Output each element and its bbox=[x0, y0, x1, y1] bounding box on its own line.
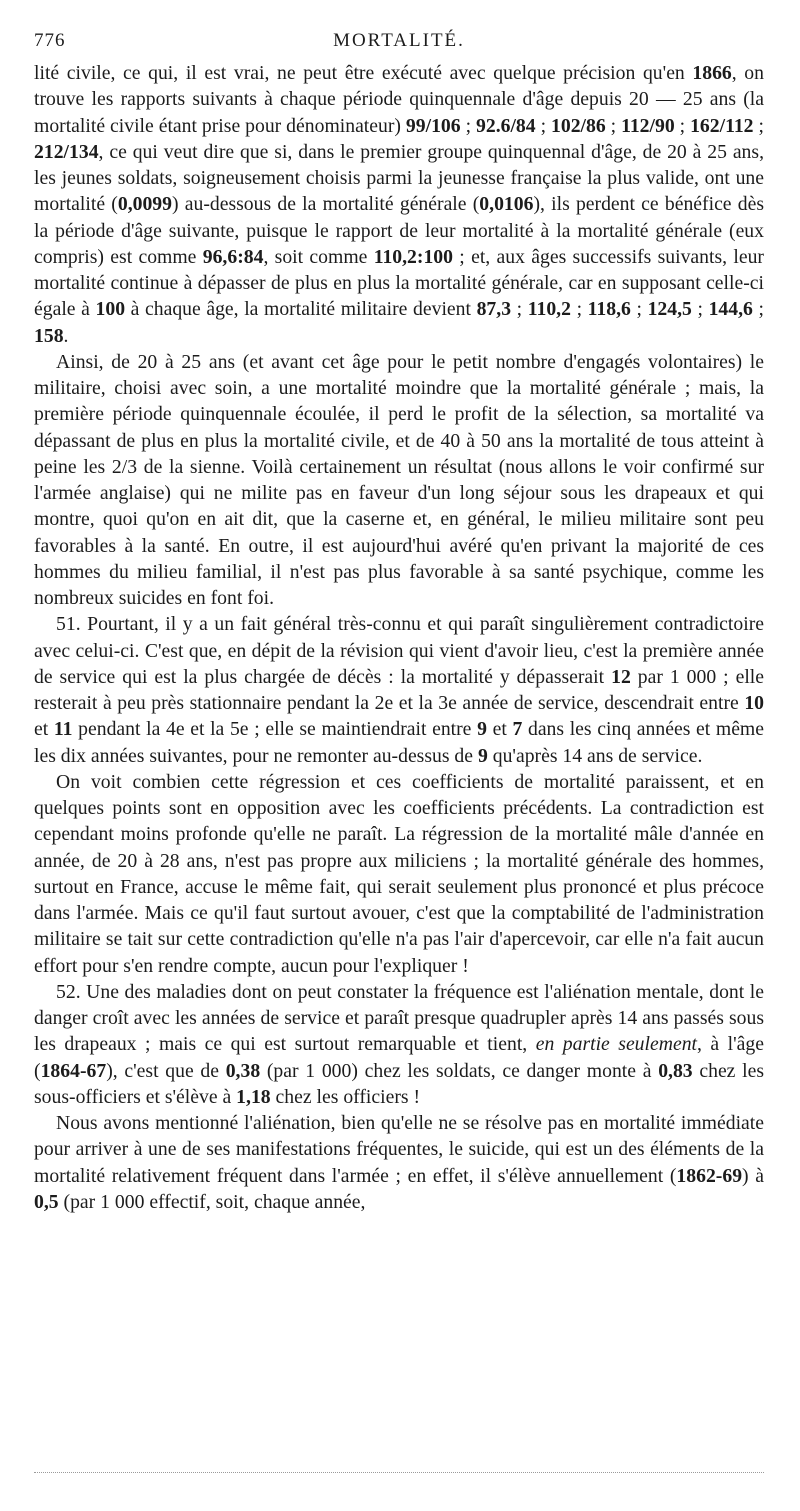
text-run: à chaque âge, la mortalité militaire devient bbox=[125, 298, 477, 321]
bold-figure: 92.6/84 bbox=[476, 114, 536, 137]
bold-figure: 158 bbox=[34, 324, 64, 347]
paragraph bbox=[34, 979, 764, 1110]
text-run: qu'après 14 ans de service. bbox=[487, 744, 703, 767]
text-run: dans les cinq années et même les dix années suivantes, pour ne remonter au-dessus de bbox=[34, 718, 764, 767]
bold-figure: 1866 bbox=[692, 62, 732, 84]
footer-dotted-rule bbox=[34, 1472, 764, 1473]
text-run: ; bbox=[511, 298, 528, 321]
bold-figure: 99/106 bbox=[405, 114, 461, 137]
text-run: ), ils perdent ce bénéfice dès la période d'âge suivante, puisque le rapport de leur mortalité à la mortalité générale (eux compris) est comme bbox=[34, 193, 764, 268]
text-run: ; bbox=[753, 114, 764, 137]
bold-figure: 87,3 bbox=[476, 298, 512, 321]
text-run: chez les sous-officiers et s'élève à bbox=[34, 1059, 764, 1108]
text-run: (par 1 000) chez les soldats, ce danger monte à bbox=[260, 1059, 659, 1082]
paragraph bbox=[34, 611, 764, 769]
text-run: Nous avons mentionné l'aliénation, bien qu'elle ne se résolve pas en mortalité immédiate pour arriver à une de ses manifestations fréquentes, le suicide, qui est un des éléments de la mortalité relativement fréquent dans l'armée ; en effet, il s'élève annuellement ( bbox=[34, 1112, 764, 1187]
bold-figure: 0,38 bbox=[225, 1059, 261, 1082]
text-run: (par 1 000 effectif, soit, chaque année, bbox=[58, 1190, 366, 1213]
bold-figure: 110,2 bbox=[527, 298, 571, 321]
bold-figure: 1862-69 bbox=[676, 1164, 743, 1187]
bold-figure: 0,0106 bbox=[479, 193, 534, 216]
text-run: ; et, aux âges successifs suivants, leur mortalité continue à dépasser de plus en plus la mortalité générale, car en supposant celle-ci égale à bbox=[34, 245, 764, 321]
bold-figure: 96,6:84 bbox=[202, 245, 264, 268]
text-run: ; bbox=[674, 114, 691, 137]
bold-figure: 1,18 bbox=[236, 1085, 271, 1108]
text-run: 52. Une des maladies dont on peut constater la fréquence est l'aliénation mentale, dont le danger croît avec les années de service et paraît presque quadrupler après 14 ans passés sous les drapeaux ; mais ce qui est surtout remarquable et tient, bbox=[34, 980, 764, 1056]
text-run: , on trouve les rapports suivants à chaque période quinquennale d'âge depuis 20 — 25 ans (la mortalité civile étant prise pour dénominateur) bbox=[34, 62, 764, 137]
bold-figure: 100 bbox=[95, 298, 126, 321]
page-number: 776 bbox=[34, 30, 66, 51]
text-run: et bbox=[34, 718, 54, 741]
bold-figure: 1864-67 bbox=[40, 1059, 107, 1082]
text-run: et bbox=[486, 718, 513, 741]
text-run: ), c'est que de bbox=[106, 1059, 226, 1082]
bold-figure: 0,83 bbox=[658, 1059, 693, 1082]
bold-figure: 9 bbox=[477, 744, 488, 767]
text-run: chez les officiers ! bbox=[270, 1085, 421, 1108]
bold-figure: 7 bbox=[512, 718, 523, 741]
text-run: ; bbox=[752, 298, 764, 321]
italic-emphasis: en partie seulement bbox=[535, 1033, 698, 1056]
text-run: ) au-dessous de la mortalité générale ( bbox=[171, 193, 480, 216]
paragraph bbox=[34, 769, 764, 979]
text-run: Ainsi, de 20 à 25 ans (et avant cet âge pour le petit nombre d'engagés volontaires) le militaire, choisi avec soin, a une mortalité moindre que la mortalité générale ; mais, la première période quinquennale écoulée, il perd le profit de la sélection, sa mortalité va dépassant de plus en plus la mortalité civile, et de 40 à 50 ans la mortalité de tous atteint à peine les 2/3 de la sienne. Voilà certainement un résultat (nous allons le voir confirmé sur l'armée anglaise) qui ne milite pas en faveur d'un long séjour sous les drapeaux et qui montre, quoi qu'on en ait dit, que la caserne et, en général, le milieu militaire sont peu favorables à la santé. En outre, il est aujourd'hui avéré qu'en privant la majorité de ces hommes du milieu familial, il n'est pas plus favorable à sa santé psychique, comme les nombreux suicides en font foi. bbox=[34, 350, 764, 609]
running-title: MORTALITÉ. bbox=[333, 30, 465, 51]
text-run: ; bbox=[570, 298, 588, 321]
text-run: ; bbox=[460, 114, 476, 137]
bold-figure: 0,5 bbox=[34, 1190, 59, 1213]
page-header bbox=[34, 26, 764, 56]
bold-figure: 12 bbox=[611, 665, 631, 688]
paragraph bbox=[34, 60, 764, 349]
text-run: , ce qui veut dire que si, dans le premier groupe quinquennal d'âge, de 20 à 25 ans, les jeunes soldats, soigneusement choisis parmi la jeunesse française la plus valide, ont une mortalité ( bbox=[34, 140, 764, 216]
bold-figure: 9 bbox=[477, 718, 487, 741]
bold-figure: 102/86 bbox=[551, 114, 606, 137]
text-run: ; bbox=[691, 298, 709, 321]
text-run: par 1 000 ; elle resterait à peu près stationnaire pendant la 2e et la 3e année de service, descendrait entre bbox=[34, 665, 765, 714]
paragraph bbox=[34, 349, 764, 612]
bold-figure: 0,0099 bbox=[117, 193, 172, 216]
text-run: ) à bbox=[742, 1164, 764, 1187]
bold-figure: 110,2:100 bbox=[373, 245, 453, 268]
text-run: lité civile, ce qui, il est vrai, ne peut être exécuté avec quelque précision qu'en bbox=[34, 62, 693, 84]
text-run: On voit combien cette régression et ces coefficients de mortalité paraissent, et en quelques points sont en opposition avec les coefficients précédents. La contradiction est cependant moins profonde qu'elle ne paraît. La régression de la mortalité mâle d'année en année, de 20 à 28 ans, n'est pas propre aux miliciens ; la mortalité générale des hommes, surtout en France, accuse le même fait, qui serait seulement plus prononcé et plus précoce dans l'armée. Mais ce qu'il faut surtout avouer, c'est que la comptabilité de l'administration militaire se tait sur cette contradiction qu'elle n'a pas l'air d'apercevoir, car elle n'a fait aucun effort pour s'en rendre compte, aucun pour l'expliquer ! bbox=[34, 770, 764, 977]
bold-figure: 11 bbox=[53, 718, 73, 741]
text-run: , soit comme bbox=[263, 245, 374, 268]
text-run: ; bbox=[630, 298, 648, 321]
bold-figure: 212/134 bbox=[34, 140, 99, 163]
bold-figure: 118,6 bbox=[587, 298, 631, 321]
paragraph bbox=[34, 1110, 764, 1215]
bold-figure: 112/90 bbox=[621, 114, 675, 137]
text-run: pendant la 4e et la 5e ; elle se maintiendrait entre bbox=[72, 718, 478, 741]
bold-figure: 10 bbox=[744, 692, 764, 714]
text-run: , à l'âge ( bbox=[34, 1033, 764, 1082]
body-text bbox=[34, 60, 764, 1215]
bold-figure: 162/112 bbox=[690, 114, 754, 137]
bold-figure: 124,5 bbox=[647, 298, 692, 321]
bold-figure: 144,6 bbox=[708, 298, 753, 321]
text-run: ; bbox=[605, 114, 622, 137]
text-run: ; bbox=[535, 114, 551, 137]
text-run: . bbox=[63, 324, 69, 347]
text-run: 51. Pourtant, il y a un fait général très-connu et qui paraît singulièrement contradictoire avec celui-ci. C'est que, en dépit de la révision qui vient d'avoir lieu, c'est la première année de service qui est la plus chargée de décès : la mortalité y dépasserait bbox=[34, 613, 764, 688]
